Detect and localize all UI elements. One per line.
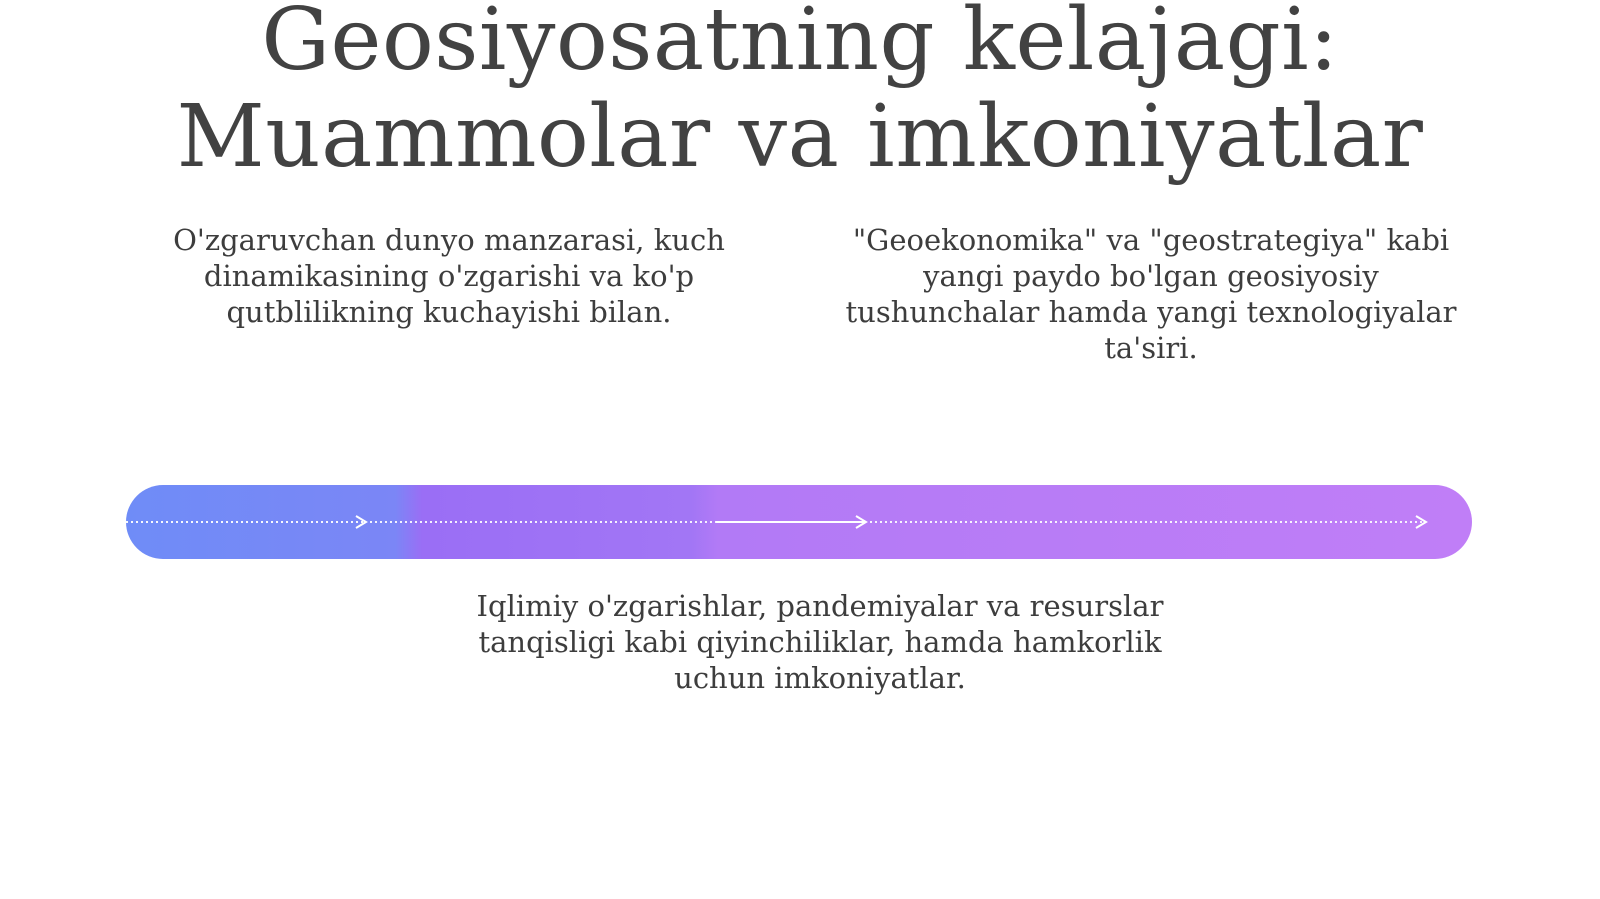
slide-title <box>0 0 1600 186</box>
point-text-1: O'zgaruvchan dunyo manzarasi, kuch dinamikasining o'zgarishi va ko'p qutblilikning kuchayishi bilan. <box>173 223 725 329</box>
title-line-2: Muammolar va imkoniyatlar <box>176 87 1424 187</box>
timeline-graphic <box>126 485 1472 559</box>
timeline-bar <box>126 485 1472 559</box>
title-line-1: Geosiyosatning kelajagi: <box>261 0 1339 90</box>
point-text-3: Iqlimiy o'zgarishlar, pandemiyalar va resurslar tanqisligi kabi qiyinchiliklar, hamda hamkorlik uchun imkoniyatlar. <box>476 589 1164 695</box>
point-text-2: "Geoekonomika" va "geostrategiya" kabi yangi paydo bo'lgan geosiyosiy tushunchalar hamda yangi texnologiyalar ta'siri. <box>845 223 1457 365</box>
